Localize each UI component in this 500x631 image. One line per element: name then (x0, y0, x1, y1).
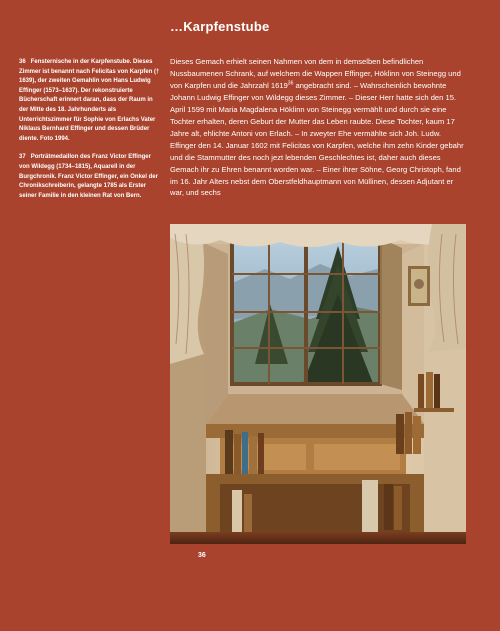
window-niche-photo (170, 224, 466, 544)
body-text-part-2: angebracht sind. – Wahrscheinlich bewohnte Johann Ludwig Effinger von Wildegg dieses Zimmer. – Dieser Herr hatte sich den 15. April 1599 mit Maria Magdalena Höklinn von Steinegg vermählt und durch sie eine Tochter erhalten, deren Geburt der Mutter das Leben raubte. Diese Tochter, kaum 17 Jahre alt, ehlichte Antoni von Erlach. – In zweyter Ehe vermählte sich Joh. Ludw. Effinger den 14. Januar 1602 mit Felicitas von Karpfen, welche ihm zehn Kinder gebahr und die Stammutter des noch jezt lebenden Geschlechtes ist, daher auch dieses Gemach ihr zu Ehren benannt worden war. – Einer ihrer Söhne, Georg Christoph, fand im 16. Jahr Alters nebst dem Oberstfeldhauptmann von Müllinen, dessen Adjutant er war, und sechs (170, 80, 464, 198)
captions-column (19, 58, 162, 210)
caption-number: 36 (19, 59, 26, 65)
footnote-ref: 36 (287, 80, 294, 87)
caption-37 (19, 153, 162, 201)
body-paragraph (170, 56, 466, 199)
body-text-part-1: Dieses Gemach erhielt seinen Nahmen von dem in demselben befindlichen Nussbaumenen Schrank, auf welchem die Wappen Effinger, Höklinn von Steinegg und von Karpfen und die Jahrzahl 1619 (170, 57, 461, 90)
caption-text: Fensternische in der Karpfenstube. Dieses Zimmer ist benannt nach Felicitas von Karpfen († 1639), der zweiten Gemahlin von Hans Ludwig Effinger (1573–1637). Der rekonstruierte Bücherschaft erinnert daran, dass der Raum in der Mitte des 18. Jahrhunderts als Unterrichtszimmer für Sophie von Erlachs Vater Niklaus Bernhard Effinger und dessen Brüder diente. Foto 1994. (19, 59, 160, 142)
page-number: 36 (198, 552, 206, 559)
caption-36 (19, 58, 162, 144)
caption-text: Porträtmedaillon des Franz Victor Effinger von Wildegg (1734–1815), Aquarell in der Burgchronik. Franz Victor Effinger, ein Onkel der Chronikschreiberin, gelangte 1785 als Erster seiner Familie in den kleinen Rat von Bern. (19, 154, 158, 199)
caption-number: 37 (19, 154, 26, 161)
section-heading: …Karpfenstube (170, 19, 270, 34)
